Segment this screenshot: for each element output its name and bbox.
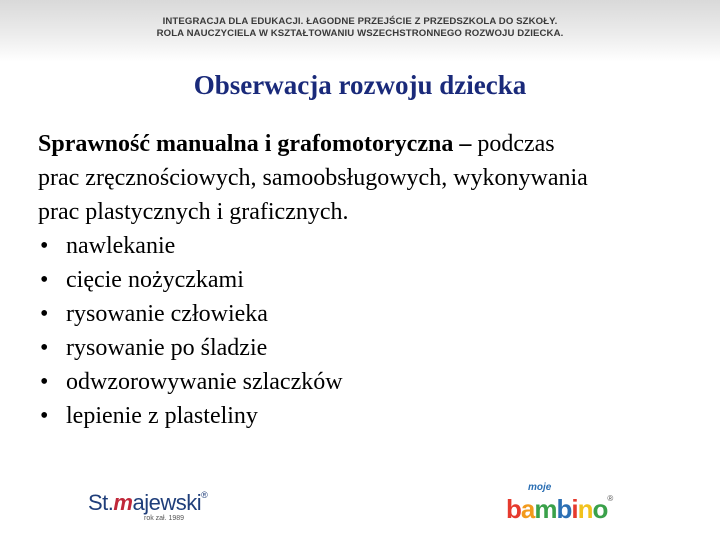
logo-rest: ajewski xyxy=(132,490,202,515)
bullet-icon: • xyxy=(40,369,49,395)
intro-line-2: prac zręcznościowych, samoobsługowych, wykonywania xyxy=(38,165,588,191)
slide-title: Obserwacja rozwoju dziecka xyxy=(193,70,527,100)
list-item xyxy=(38,365,698,399)
header-text xyxy=(0,16,720,40)
logo-letter: a xyxy=(520,494,535,524)
logo-letter: b xyxy=(506,494,521,524)
logo-moje: moje xyxy=(528,482,552,493)
bullet-list xyxy=(38,229,698,433)
header-line-1: INTEGRACJA DLA EDUKACJI. ŁAGODNE PRZEJŚCIE Z PRZEDSZKOLA DO SZKOŁY. xyxy=(162,16,558,27)
logo-reg: ® xyxy=(201,490,208,500)
list-item-text: odwzorowywanie szlaczków xyxy=(66,369,343,395)
bullet-icon: • xyxy=(40,301,49,327)
stmajewski-logo xyxy=(88,488,238,528)
logo-letter: o xyxy=(592,494,608,524)
bullet-icon: • xyxy=(40,267,49,293)
list-item xyxy=(38,297,698,331)
bullet-icon: • xyxy=(40,335,49,361)
header-line-2: ROLA NAUCZYCIELA W KSZTAŁTOWANIU WSZECHSTRONNEGO ROZWOJU DZIECKA. xyxy=(156,28,564,39)
logo-letter: i xyxy=(571,494,578,524)
logo-letter: m xyxy=(534,494,557,524)
intro-paragraph xyxy=(38,127,698,229)
list-item-text: lepienie z plasteliny xyxy=(66,403,258,429)
list-item xyxy=(38,229,698,263)
intro-bold: Sprawność manualna i grafomotoryczna – xyxy=(38,131,472,157)
bambino-wordmark xyxy=(506,494,612,525)
moje-bambino-logo xyxy=(506,482,636,528)
list-item-text: rysowanie po śladzie xyxy=(66,335,268,361)
bullet-icon: • xyxy=(40,403,49,429)
list-item xyxy=(38,263,698,297)
logo-prefix: St. xyxy=(88,490,114,515)
slide-content xyxy=(38,127,698,433)
intro-line-3: prac plastycznych i graficznych. xyxy=(38,199,349,225)
bullet-icon: • xyxy=(40,233,49,259)
list-item-text: nawlekanie xyxy=(66,233,176,259)
logo-m: m xyxy=(113,490,133,515)
logo-reg: ® xyxy=(607,494,613,503)
intro-rest-line1: podczas xyxy=(471,131,555,157)
list-item xyxy=(38,399,698,433)
list-item-text: rysowanie człowieka xyxy=(66,301,268,327)
logo-established: rok zał. 1989 xyxy=(144,515,185,522)
stmajewski-wordmark xyxy=(88,490,207,516)
logo-letter: n xyxy=(577,494,593,524)
list-item xyxy=(38,331,698,365)
list-item-text: cięcie nożyczkami xyxy=(66,267,244,293)
logo-letter: b xyxy=(556,494,572,524)
